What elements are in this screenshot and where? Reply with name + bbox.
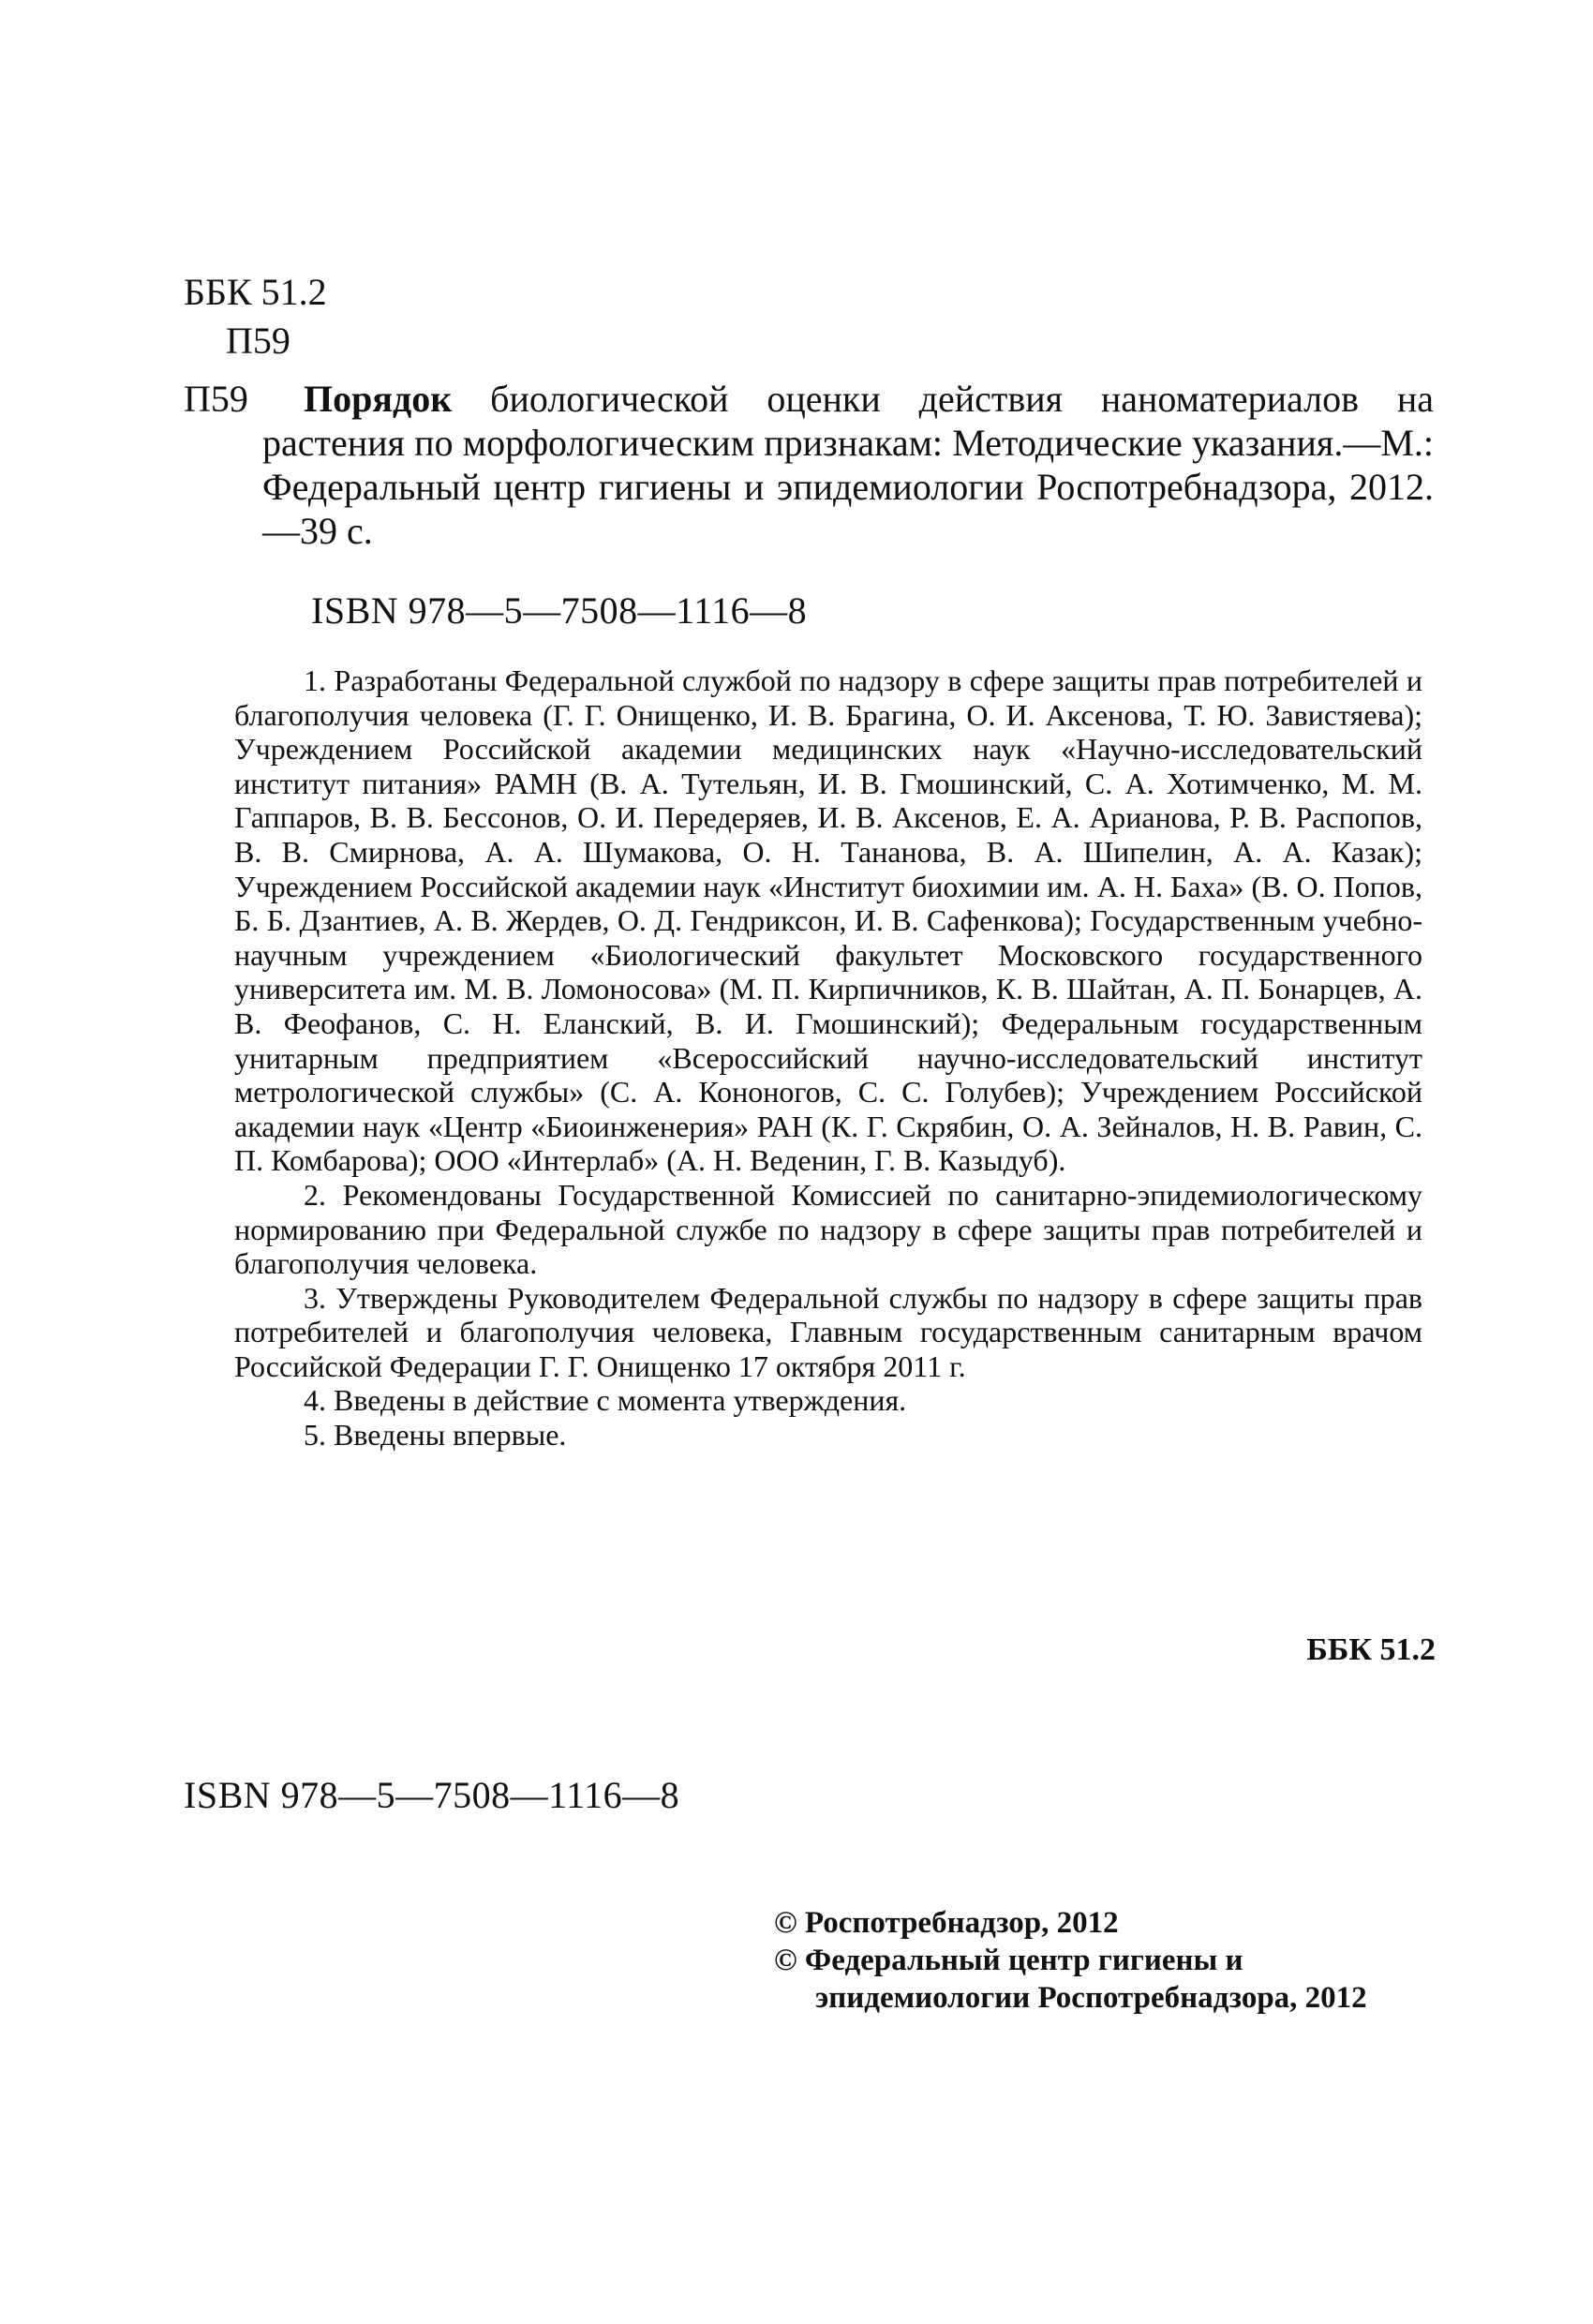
biblio-author-mark: П59 xyxy=(184,378,248,420)
copyright-line-3: эпидемиологии Роспотребнадзора, 2012 xyxy=(815,1981,1367,2015)
note-effective: 4. Введены в действие с момента утверждения. xyxy=(304,1383,907,1418)
note-developers: 1. Разработаны Федеральной службой по надзору в сфере защиты прав потребителей и благополучия человека (Г. Г. Онищенко, И. В. Брагина, О. И. Аксенова, Т. Ю. Завистяева); Учреждением Российской академии медицинских наук «Научно-исследовательский институт питания» РАМН (В. А. Тутельян, И. В. Гмошинский, С. А. Хотимченко, М. М. Гаппаров, В. В. Бессонов, О. И. Передеряев, И. В. Аксенов, Е. А. Арианова, Р. В. Распопов, В. В. Смирнова, А. А. Шумакова, О. Н. Тананова, В. А. Шипелин, А. А. Казак); Учреждением Российской академии наук «Институт биохимии им. А. Н. Баха» (В. О. Попов, Б. Б. Дзантиев, А. В. Жердев, О. Д. Гендриксон, И. В. Сафенкова); Государственным учебно-научным учреждением «Биологический факультет Московского государственного университета им. М. В. Ломоносова» (М. П. Кирпичников, К. В. Шайтан, А. П. Бонарцев, А. В. Феофанов, С. Н. Еланский, В. И. Гмошинский); Федеральным государственным унитарным предприятием «Всероссийский научно-исследовательский институт метрологической службы» (С. А. Кононогов, С. С. Голубев); Учреждением Российской академии наук «Центр «Биоинженерия» РАН (К. Г. Скрябин, О. А. Зейналов, Н. В. Равин, С. П. Комбарова); ООО «Интерлаб» (А. Н. Веденин, Г. В. Казыдуб). xyxy=(234,663,1422,1178)
note-first-edition: 5. Введены впервые. xyxy=(304,1418,567,1452)
biblio-description-block xyxy=(221,377,1434,553)
copyright-block xyxy=(774,1904,1367,2017)
bbk-index: ББК 51.2 xyxy=(184,271,327,313)
biblio-description: биологической оценки действия наноматериалов на растения по морфологическим признакам: Методические указания.—М.: Федеральный центр гигиены и эпидемиологии Роспотребнадзора, 2012.—39 с. xyxy=(262,378,1434,552)
bbk-footer: ББК 51.2 xyxy=(1306,1632,1436,1667)
note-recommended: 2. Рекомендованы Государственной Комиссией по санитарно-эпидемиологическому нормированию при Федеральной службе по надзору в сфере защиты прав потребителей и благополучия человека. xyxy=(234,1177,1422,1281)
credits-notes xyxy=(234,663,1422,1452)
author-mark: П59 xyxy=(226,320,290,362)
isbn-middle: ISBN 978—5—7508—1116—8 xyxy=(311,589,808,632)
bibliographic-record xyxy=(184,377,1434,553)
biblio-title: Порядок xyxy=(304,378,453,420)
isbn-bottom: ISBN 978—5—7508—1116—8 xyxy=(184,1774,680,1816)
copyright-line-1: © Роспотребнадзор, 2012 xyxy=(774,1906,1119,1940)
bbk-header xyxy=(184,268,327,365)
copyright-line-2: © Федеральный центр гигиены и xyxy=(774,1944,1243,1977)
note-approved: 3. Утверждены Руководителем Федеральной службы по надзору в сфере защиты прав потребителей и благополучия человека, Главным государственным санитарным врачом Российской Федерации Г. Г. Онищенко 17 октября 2011 г. xyxy=(234,1280,1422,1383)
